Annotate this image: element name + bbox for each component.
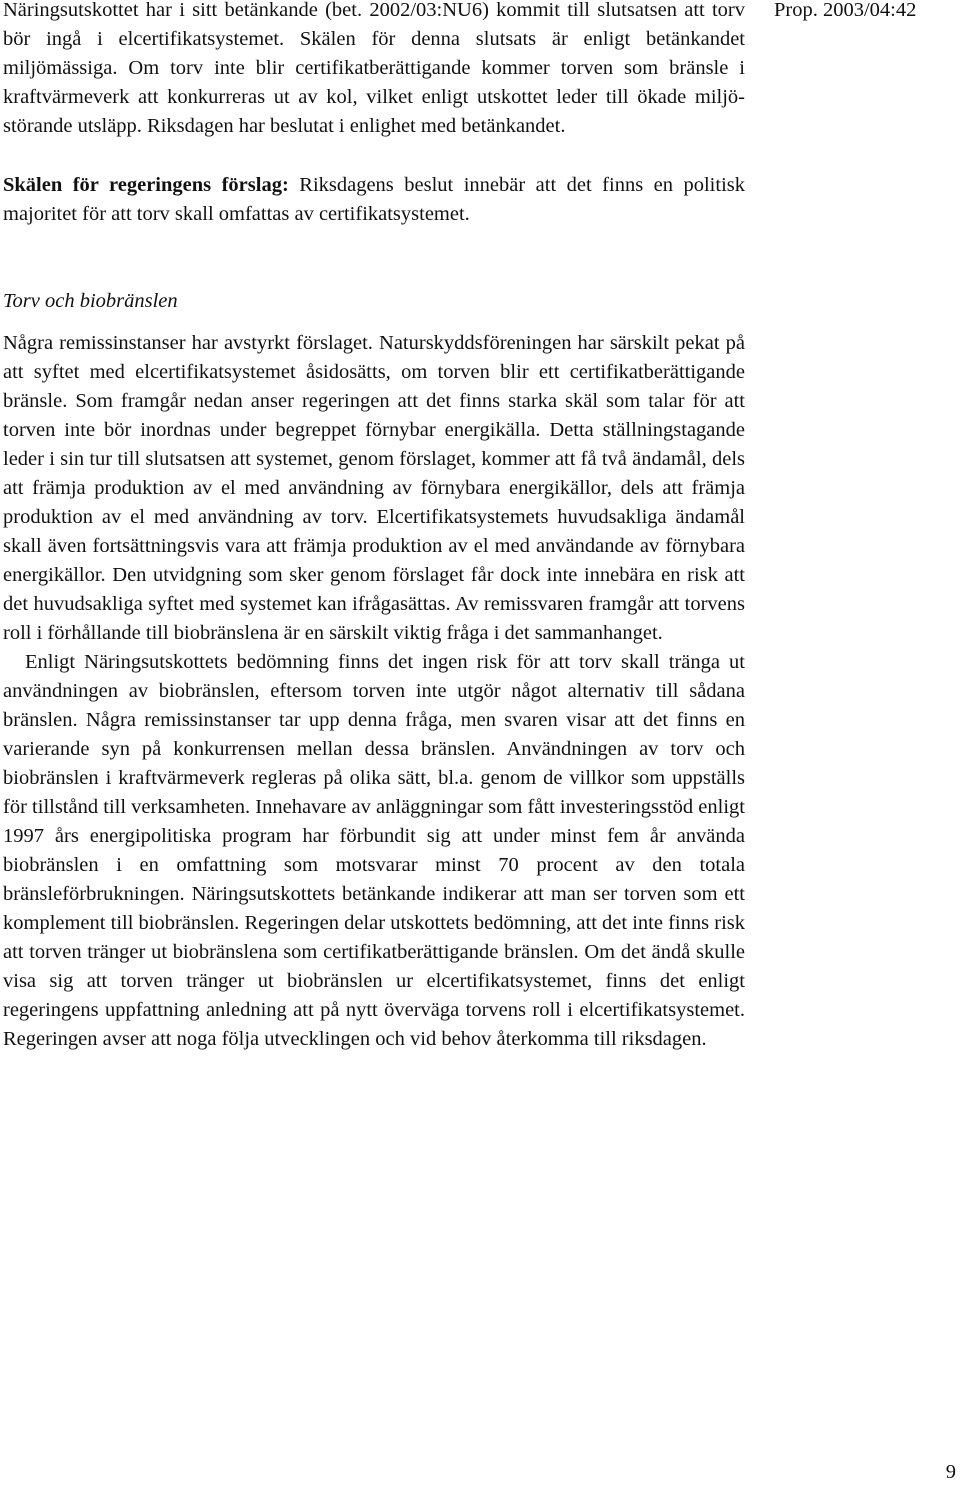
body-paragraph: Enligt Näringsutskottets bedömning finns det ingen risk för att torv skall tränga ut användningen av biobränslen, eftersom torven inte utgör något alternativ till sådana bränslen. Några remissinstanser tar upp denna fråga, men svaren visar att det finns en varierande syn på konkurrensen mellan dessa bränslen. Användningen av torv och biobränslen i kraftvärmeverk regleras på olika sätt, bl.a. genom de villkor som uppställs för tillstånd till verksamheten. Innehavare av anläggningar som fått investeringsstöd enligt 1997 års energipolitiska program har förbundit sig att under minst fem år använda biobränslen i en omfattning som motsvarar minst 70 procent av den totala bränsleförbrukningen. Näringsutskottets betänkande indikerar att man ser torven som ett komplement till biobränslen. Regeringen delar utskottets bedömning, att det inte finns risk att torven tränger ut biobränslena som certifikatberättigande bränslen. Om det ändå skulle visa sig att torven tränger ut biobränslen ur elcertifikatsystemet, finns det enligt regeringens uppfattning anledning att på nytt överväga torvens roll i elcertifikatsystemet. Regeringen avser att noga följa utvecklingen och vid behov återkomma till riksdagen. (3, 651, 745, 1050)
section-heading: Torv och biobränslen (3, 290, 178, 312)
intro-paragraph: Näringsutskottet har i sitt betänkande (bet. 2002/03:NU6) kommit till slutsatsen att torv bör ingå i elcertifikatsystemet. Skälen för denna slutsats är enligt betänkandet miljömässiga. Om torv inte blir certifikatberättigande kommer torven som bränsle i kraftvärmeverk att konkurreras ut av kol, vilket enligt utskottet leder till ökade miljöstörande utsläpp. Riksdagen har beslutat i enlighet med betänkandet. (3, 0, 745, 137)
reasons-paragraph (3, 171, 745, 229)
text-column (3, 0, 745, 1054)
body-paragraph: Några remissinstanser har avstyrkt förslaget. Naturskyddsföreningen har särskilt pekat på att syftet med elcertifikatsystemet åsidosätts, om torven blir ett certifikatberättigande bränsle. Som framgår nedan anser regeringen att det finns starka skäl som talar för att torven inte bör inordnas under begreppet förnybar energikälla. Detta ställningstagande leder i sin tur till slutsatsen att systemet, genom förslaget, kommer att få två ändamål, dels att främja produktion av el med användning av förnybara energikällor, dels att främja produktion av el med användning av torv. Elcertifikatsystemets huvudsakliga ändamål skall även fortsättningsvis vara att främja produktion av el med användande av förnybara energikällor. Den utvidgning som sker genom förslaget får dock inte innebära en risk att det huvudsakliga syftet med systemet kan ifrågasättas. Av remissvaren framgår att torvens roll i förhållande till biobränslena är en särskilt viktig fråga i det sammanhanget. (3, 332, 745, 644)
reasons-text: Riksdagens beslut innebär att det finns en politisk majoritet för att torv skall omfattas av certifikatsystemet. (3, 174, 745, 225)
proposition-reference: Prop. 2003/04:42 (774, 0, 917, 21)
page-number: 9 (945, 1461, 956, 1483)
reasons-lead: Skälen för regeringens förslag: (3, 174, 289, 196)
